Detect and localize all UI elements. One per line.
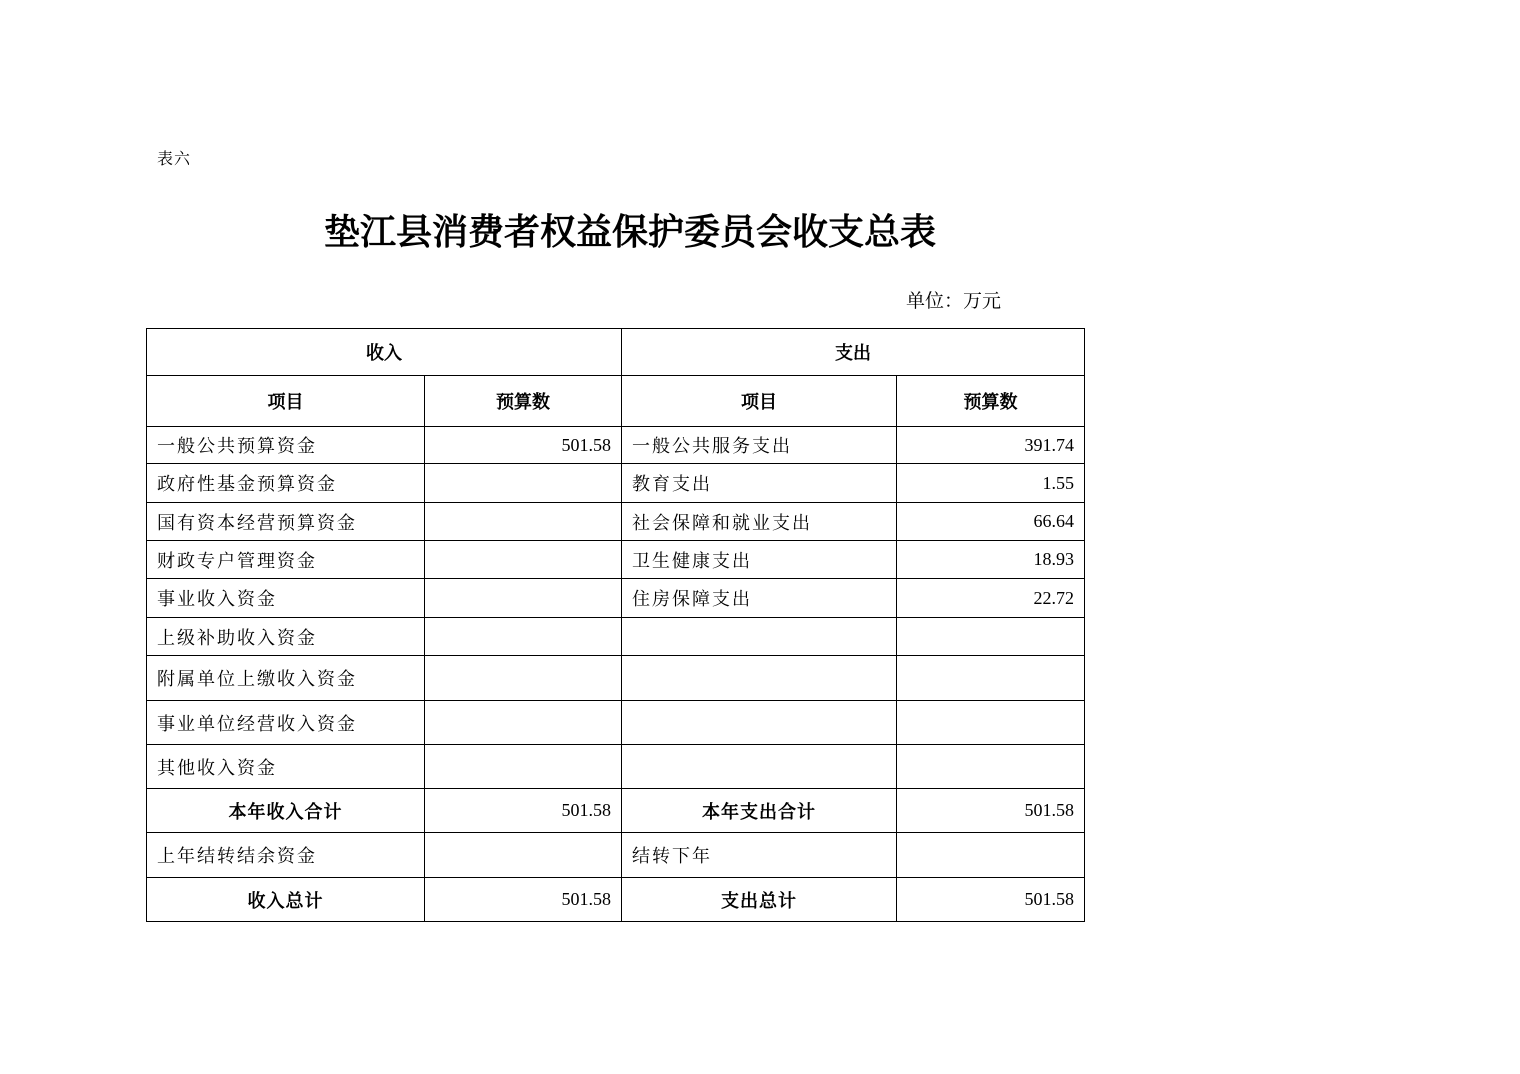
income-budget-cell	[425, 464, 622, 503]
table-label: 表六	[157, 149, 192, 168]
income-budget-cell	[425, 656, 622, 701]
expense-carryover-value	[897, 833, 1085, 878]
unit-label: 单位：万元	[906, 290, 1002, 312]
expense-item-cell: 教育支出	[622, 464, 897, 503]
carryover-row	[147, 833, 1085, 878]
expense-year-total-label: 本年支出合计	[622, 789, 897, 833]
income-carryover-label: 上年结转结余资金	[147, 833, 425, 878]
expense-budget-cell	[897, 745, 1085, 789]
income-item-cell: 事业收入资金	[147, 579, 425, 618]
expense-item-cell: 住房保障支出	[622, 579, 897, 618]
income-item-cell: 财政专户管理资金	[147, 541, 425, 579]
expense-budget-cell	[897, 656, 1085, 701]
grand-total-row	[147, 878, 1085, 922]
expense-item-cell	[622, 618, 897, 656]
table-row	[147, 464, 1085, 503]
income-budget-cell	[425, 745, 622, 789]
income-carryover-value	[425, 833, 622, 878]
table-row	[147, 656, 1085, 701]
expense-item-cell	[622, 656, 897, 701]
table-row	[147, 427, 1085, 464]
income-budget-cell: 501.58	[425, 427, 622, 464]
expense-item-cell: 社会保障和就业支出	[622, 503, 897, 541]
expense-budget-cell: 22.72	[897, 579, 1085, 618]
income-item-cell: 上级补助收入资金	[147, 618, 425, 656]
expense-item-header: 项目	[622, 376, 897, 427]
expense-carryover-label: 结转下年	[622, 833, 897, 878]
income-budget-cell	[425, 503, 622, 541]
income-section-header: 收入	[147, 329, 622, 376]
expense-budget-header: 预算数	[897, 376, 1085, 427]
expense-budget-cell: 66.64	[897, 503, 1085, 541]
table-row	[147, 618, 1085, 656]
income-item-header: 项目	[147, 376, 425, 427]
income-item-cell: 政府性基金预算资金	[147, 464, 425, 503]
expense-item-cell: 一般公共服务支出	[622, 427, 897, 464]
expense-budget-cell	[897, 701, 1085, 745]
budget-summary-table	[146, 328, 1085, 922]
income-grand-total-value: 501.58	[425, 878, 622, 922]
income-item-cell: 事业单位经营收入资金	[147, 701, 425, 745]
expense-budget-cell	[897, 618, 1085, 656]
income-budget-cell	[425, 618, 622, 656]
income-budget-cell	[425, 579, 622, 618]
expense-item-cell	[622, 745, 897, 789]
income-item-cell: 一般公共预算资金	[147, 427, 425, 464]
table-row	[147, 701, 1085, 745]
expense-budget-cell: 391.74	[897, 427, 1085, 464]
income-item-cell: 其他收入资金	[147, 745, 425, 789]
expense-budget-cell: 1.55	[897, 464, 1085, 503]
income-grand-total-label: 收入总计	[147, 878, 425, 922]
table-row	[147, 541, 1085, 579]
column-header-row	[147, 376, 1085, 427]
table-row	[147, 745, 1085, 789]
expense-budget-cell: 18.93	[897, 541, 1085, 579]
section-header-row	[147, 329, 1085, 376]
income-item-cell: 附属单位上缴收入资金	[147, 656, 425, 701]
year-total-row	[147, 789, 1085, 833]
expense-item-cell	[622, 701, 897, 745]
income-year-total-value: 501.58	[425, 789, 622, 833]
expense-section-header: 支出	[622, 329, 1085, 376]
expense-year-total-value: 501.58	[897, 789, 1085, 833]
income-budget-cell	[425, 701, 622, 745]
income-budget-header: 预算数	[425, 376, 622, 427]
expense-item-cell: 卫生健康支出	[622, 541, 897, 579]
income-item-cell: 国有资本经营预算资金	[147, 503, 425, 541]
page-title: 垫江县消费者权益保护委员会收支总表	[324, 211, 937, 253]
expense-grand-total-value: 501.58	[897, 878, 1085, 922]
table-row	[147, 579, 1085, 618]
table-row	[147, 503, 1085, 541]
income-budget-cell	[425, 541, 622, 579]
income-year-total-label: 本年收入合计	[147, 789, 425, 833]
expense-grand-total-label: 支出总计	[622, 878, 897, 922]
